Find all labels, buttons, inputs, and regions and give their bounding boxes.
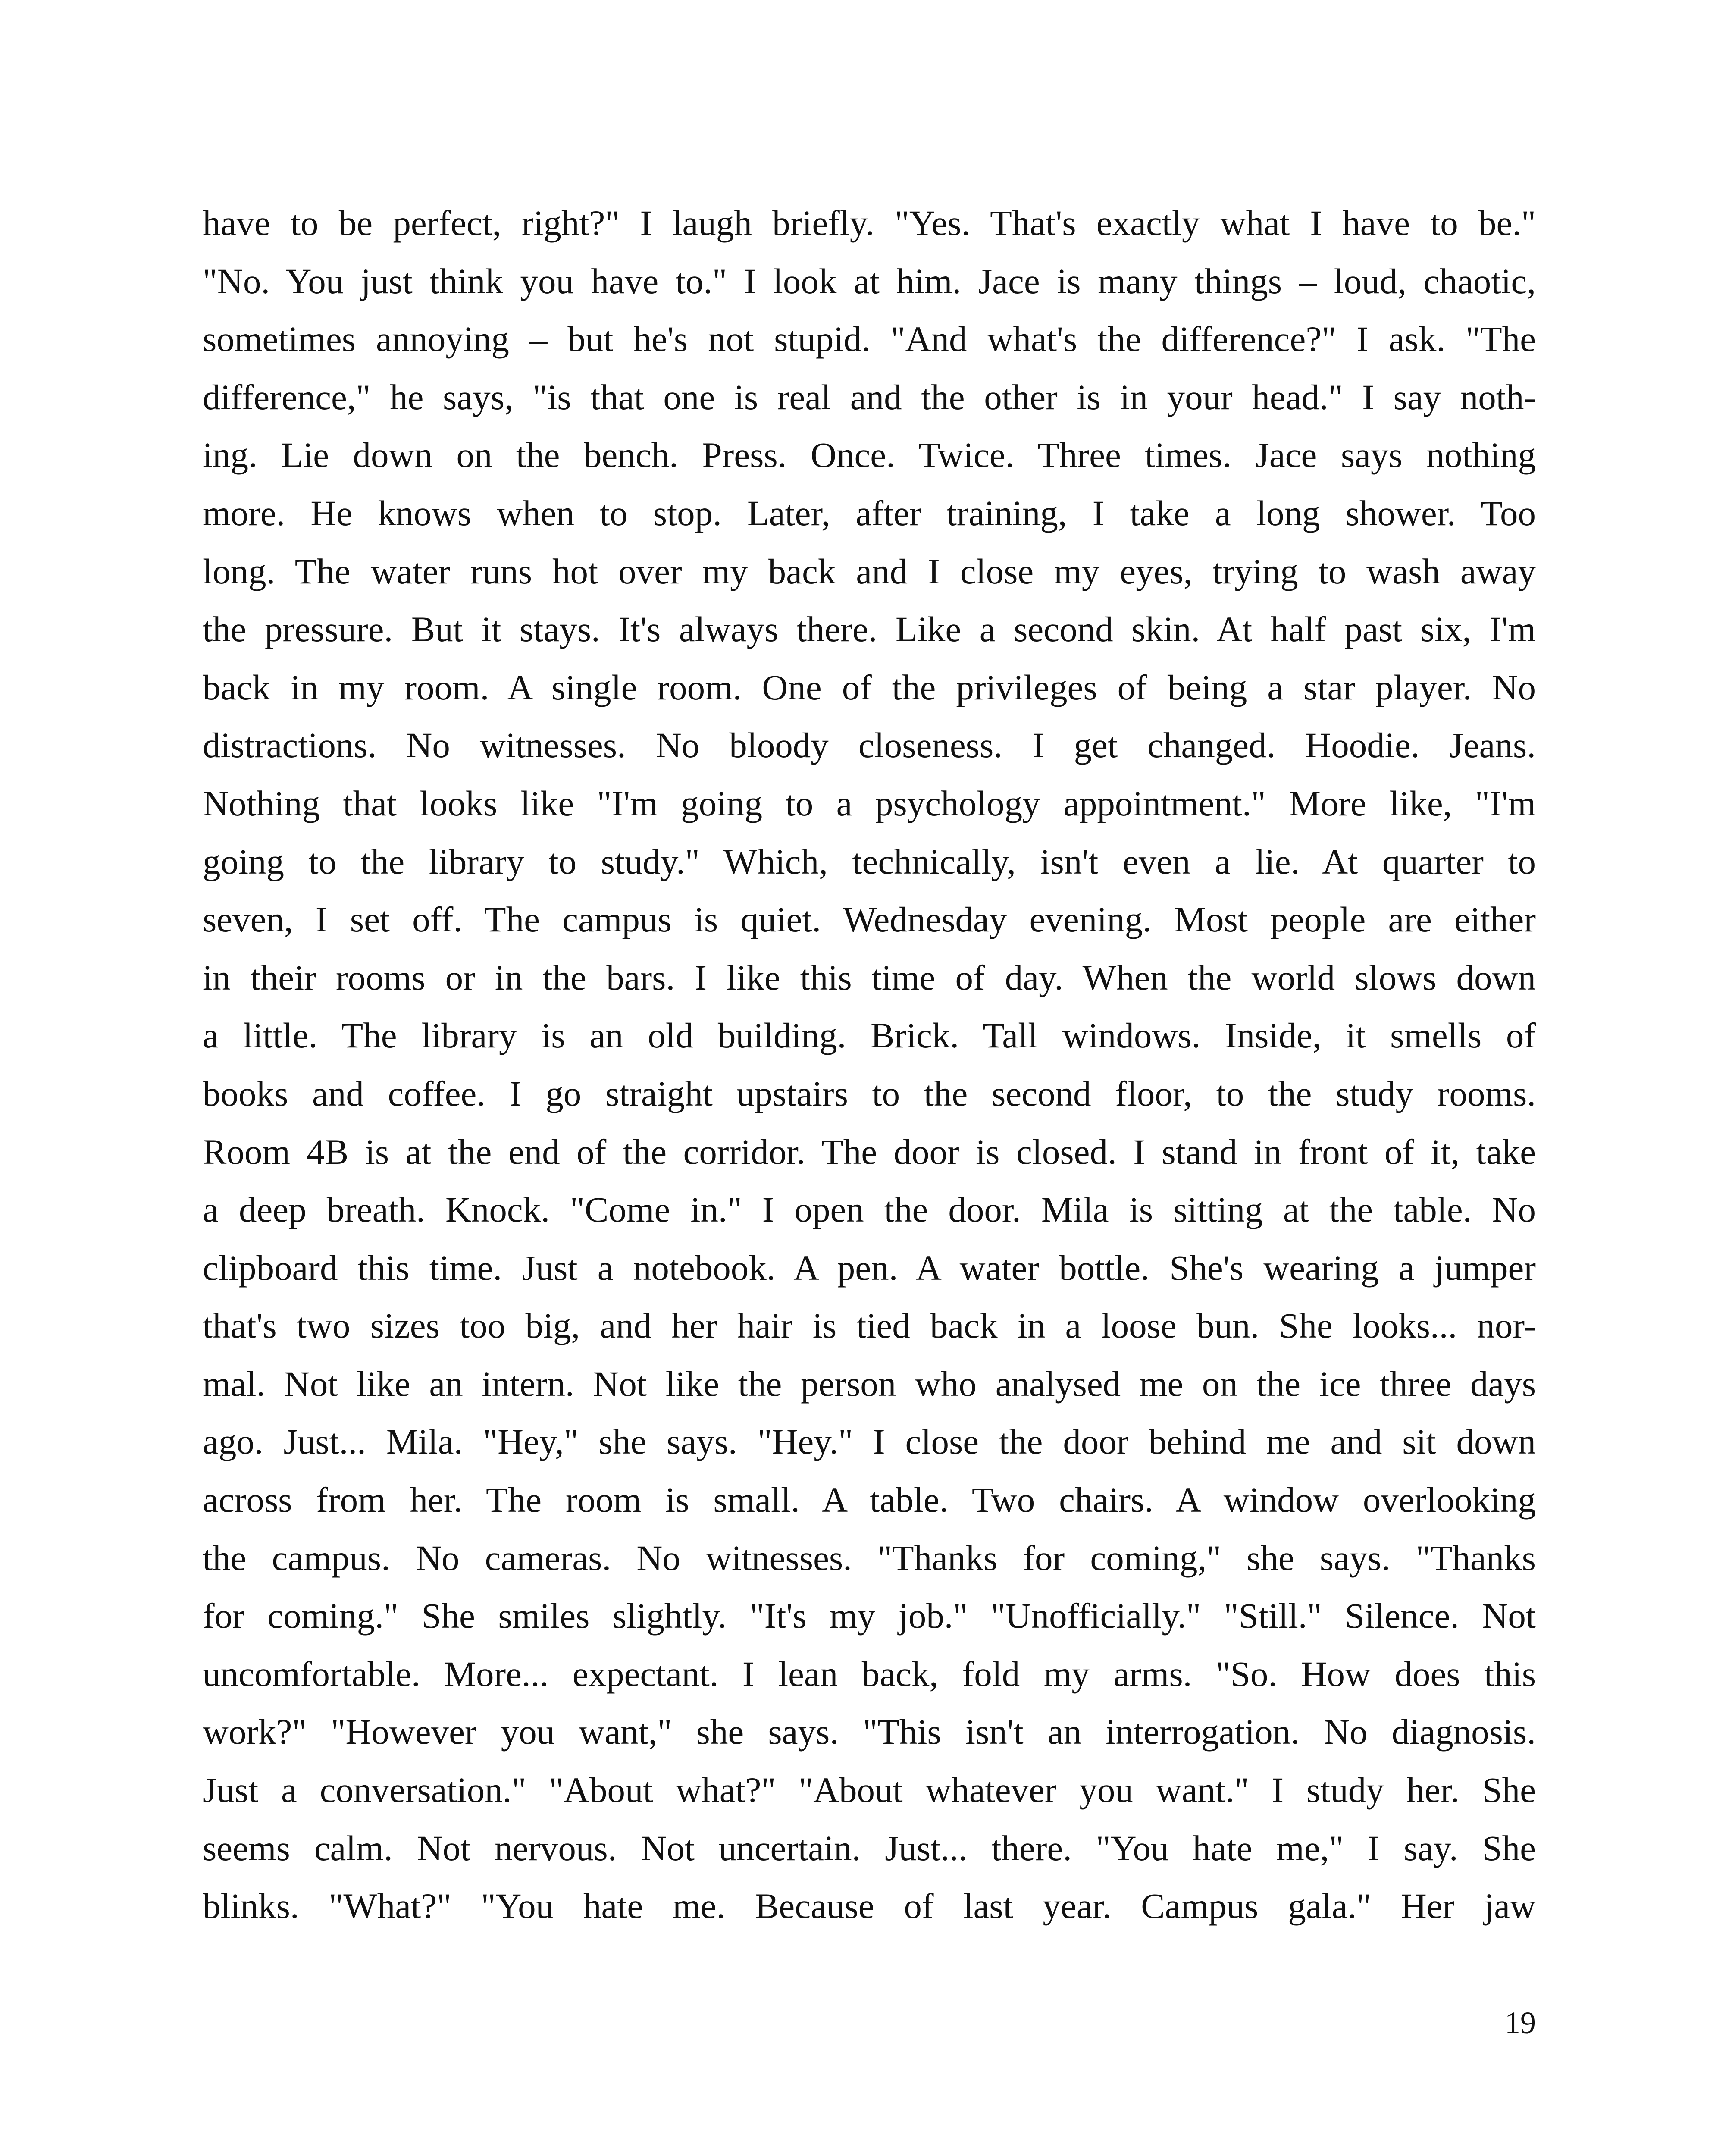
text-line-2: "No. You just think you have to." I look at him. Jace is many things – loud, chaotic, bbox=[203, 261, 1536, 301]
text-line-4: difference," he says, "is that one is real and the other is in your head." I say noth- bbox=[203, 377, 1536, 417]
text-line-6: more. He knows when to stop. Later, after training, I take a long shower. Too bbox=[203, 493, 1536, 533]
text-line-22: ago. Just... Mila. "Hey," she says. "Hey." I close the door behind me and sit down bbox=[203, 1422, 1536, 1462]
text-line-26: uncomfortable. More... expectant. I lean back, fold my arms. "So. How does this bbox=[203, 1654, 1536, 1694]
text-line-28: Just a conversation." "About what?" "About whatever you want." I study her. She bbox=[203, 1770, 1536, 1810]
text-line-27: work?" "However you want," she says. "This isn't an interrogation. No diagnosis. bbox=[203, 1712, 1536, 1752]
text-line-9: back in my room. A single room. One of the privileges of being a star player. No bbox=[203, 667, 1536, 707]
text-line-10: distractions. No witnesses. No bloody closeness. I get changed. Hoodie. Jeans. bbox=[203, 725, 1536, 765]
text-line-17: Room 4B is at the end of the corridor. The door is closed. I stand in front of it, take bbox=[203, 1131, 1536, 1172]
text-line-30: blinks. "What?" "You hate me. Because of last year. Campus gala." Her jaw bbox=[203, 1886, 1536, 1926]
text-line-19: clipboard this time. Just a notebook. A pen. A water bottle. She's wearing a jumper bbox=[203, 1247, 1536, 1288]
text-line-15: a little. The library is an old building. Brick. Tall windows. Inside, it smells of bbox=[203, 1015, 1536, 1056]
text-line-14: in their rooms or in the bars. I like this time of day. When the world slows down bbox=[203, 957, 1536, 997]
text-line-25: for coming." She smiles slightly. "It's my job." "Unofficially." "Still." Silence. Not bbox=[203, 1596, 1536, 1636]
text-line-16: books and coffee. I go straight upstairs to the second floor, to the study rooms. bbox=[203, 1073, 1536, 1113]
text-line-7: long. The water runs hot over my back and I close my eyes, trying to wash away bbox=[203, 551, 1536, 591]
text-line-8: the pressure. But it stays. It's always there. Like a second skin. At half past six, I'm bbox=[203, 609, 1536, 649]
text-line-29: seems calm. Not nervous. Not uncertain. Just... there. "You hate me," I say. She bbox=[203, 1828, 1536, 1868]
text-line-23: across from her. The room is small. A table. Two chairs. A window overlooking bbox=[203, 1480, 1536, 1520]
text-line-20: that's two sizes too big, and her hair is tied back in a loose bun. She looks... nor- bbox=[203, 1306, 1536, 1346]
text-line-18: a deep breath. Knock. "Come in." I open the door. Mila is sitting at the table. No bbox=[203, 1190, 1536, 1230]
text-line-21: mal. Not like an intern. Not like the person who analysed me on the ice three days bbox=[203, 1363, 1536, 1404]
text-line-24: the campus. No cameras. No witnesses. "Thanks for coming," she says. "Thanks bbox=[203, 1538, 1536, 1578]
text-line-12: going to the library to study." Which, technically, isn't even a lie. At quarter to bbox=[203, 841, 1536, 881]
body-paragraph bbox=[203, 194, 1536, 1935]
page-number: 19 bbox=[1505, 2006, 1536, 2040]
text-line-3: sometimes annoying – but he's not stupid. "And what's the difference?" I ask. "The bbox=[203, 319, 1536, 359]
text-line-5: ing. Lie down on the bench. Press. Once. Twice. Three times. Jace says nothing bbox=[203, 435, 1536, 475]
text-line-1: have to be perfect, right?" I laugh briefly. "Yes. That's exactly what I have to be." bbox=[203, 203, 1536, 243]
text-line-13: seven, I set off. The campus is quiet. Wednesday evening. Most people are either bbox=[203, 899, 1536, 940]
text-line-11: Nothing that looks like "I'm going to a psychology appointment." More like, "I'm bbox=[203, 783, 1536, 823]
